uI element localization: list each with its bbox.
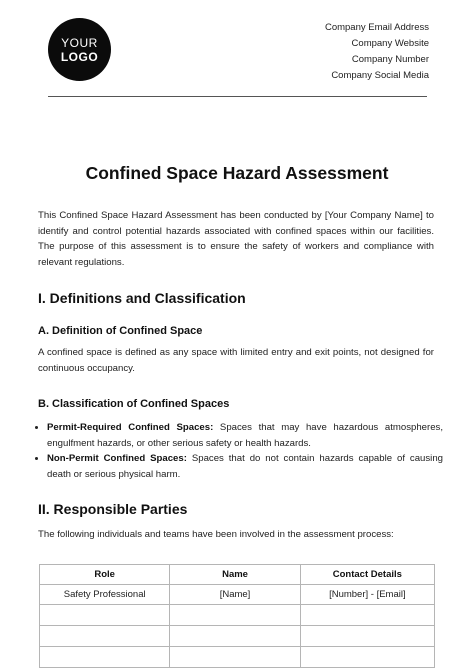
subsection-a-text: A confined space is defined as any space with limited entry and exit points, not designed for continuous occupancy. <box>38 347 434 374</box>
list-item-term: Non-Permit Confined Spaces: <box>47 453 187 464</box>
logo-line-1: YOUR <box>61 35 98 50</box>
subsection-a-heading: A. Definition of Confined Space <box>38 325 203 337</box>
company-social-media: Company Social Media <box>331 70 429 81</box>
column-header-name: Name <box>170 565 300 585</box>
list-item <box>47 420 443 451</box>
table-row <box>40 585 435 605</box>
table-cell <box>300 626 434 647</box>
logo-line-2: LOGO <box>60 49 99 64</box>
table-cell: Safety Professional <box>40 585 170 605</box>
table-row <box>40 647 435 668</box>
section-2-heading: II. Responsible Parties <box>38 501 188 517</box>
table-cell <box>40 647 170 668</box>
section-2-intro: The following individuals and teams have been involved in the assessment process: <box>38 529 394 540</box>
column-header-role: Role <box>40 565 170 585</box>
header-divider <box>48 96 427 97</box>
table-cell <box>170 626 300 647</box>
company-contact-block <box>325 20 429 84</box>
list-item <box>47 451 443 482</box>
table-cell <box>40 626 170 647</box>
list-item-term: Permit-Required Confined Spaces: <box>47 422 214 433</box>
document-title: Confined Space Hazard Assessment <box>85 163 389 183</box>
table-header-row <box>40 565 435 585</box>
column-header-contact: Contact Details <box>300 565 434 585</box>
table-cell: [Number] - [Email] <box>300 585 434 605</box>
table-row <box>40 605 435 626</box>
section-1-heading: I. Definitions and Classification <box>38 290 246 306</box>
table-cell <box>170 605 300 626</box>
responsible-parties-table <box>39 564 435 668</box>
table-cell: [Name] <box>170 585 300 605</box>
table-cell <box>300 605 434 626</box>
table-cell <box>170 647 300 668</box>
company-logo <box>48 18 111 81</box>
subsection-b-heading: B. Classification of Confined Spaces <box>38 398 230 410</box>
table-row <box>40 626 435 647</box>
classification-list <box>38 420 443 482</box>
list-item-text: Spaces that do not contain hazards capable of causing death or serious physical harm. <box>47 453 443 480</box>
intro-paragraph: This Confined Space Hazard Assessment has been conducted by [Your Company Name] to identify and control potential hazards associated with confined spaces within our facilities. The purpose of this assessment is to ensure the safety of workers and compliance with relevant regulations. <box>38 210 434 268</box>
table-cell <box>40 605 170 626</box>
list-item-text: Spaces that may have hazardous atmospheres, engulfment hazards, or other serious safety or health hazards. <box>47 422 443 449</box>
company-email: Company Email Address <box>324 22 429 33</box>
company-number: Company Number <box>351 54 429 65</box>
table-cell <box>300 647 434 668</box>
company-website: Company Website <box>351 38 429 49</box>
